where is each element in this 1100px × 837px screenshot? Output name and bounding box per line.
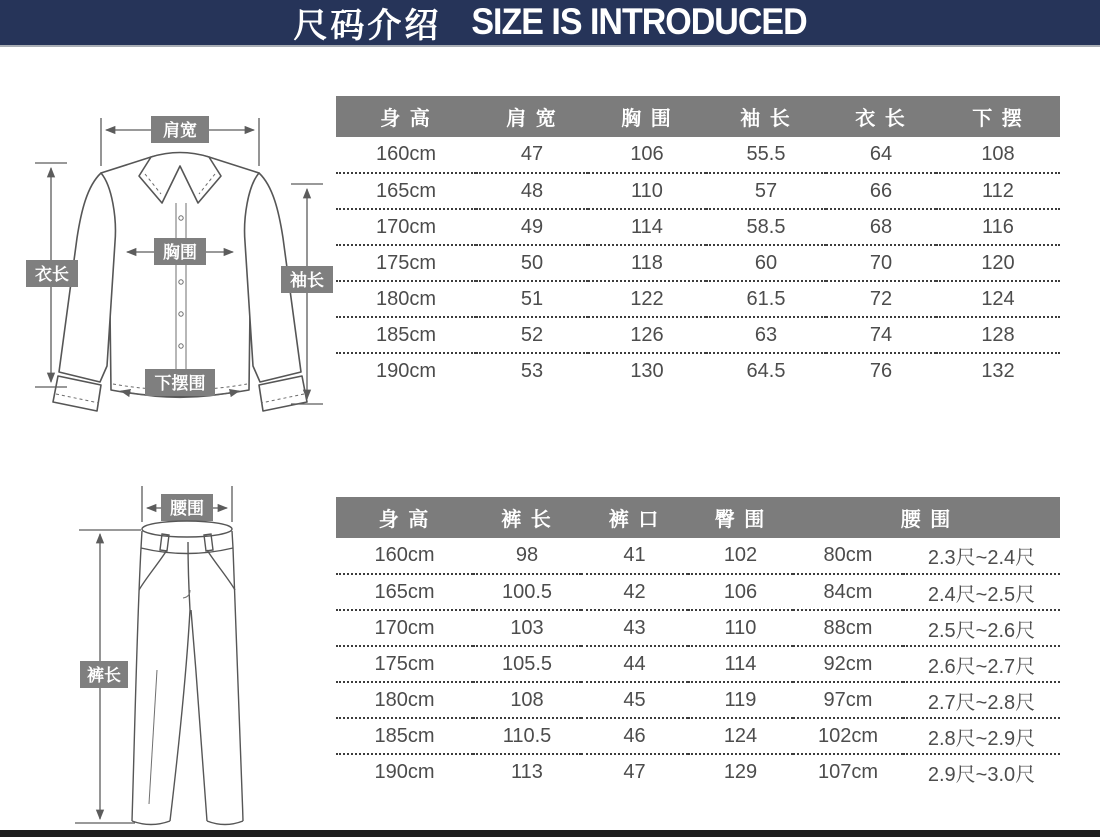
table-cell: 68: [826, 209, 936, 245]
table-cell: 57: [706, 173, 826, 209]
table-cell: 160cm: [336, 538, 473, 574]
table-cell: 114: [588, 209, 706, 245]
table-cell: 49: [476, 209, 588, 245]
table-cell: 102: [688, 538, 793, 574]
table-cell: 64.5: [746, 360, 786, 382]
table-row: [336, 754, 1060, 790]
table-cell: 72: [826, 281, 936, 317]
table-row: [336, 353, 1060, 389]
banner: [0, 0, 1100, 45]
garment-length-label: 衣长: [35, 265, 69, 284]
table-cell: 50: [476, 245, 588, 281]
shirt-line-drawing: [5, 60, 345, 420]
table-row: [336, 173, 1060, 209]
table-cell: 45: [581, 682, 688, 718]
banner-title-en: SIZE IS INTRODUCED: [471, 1, 807, 43]
column-header: 裤 口: [581, 497, 688, 538]
table-cell: 124: [688, 718, 793, 754]
bottom-divider-bar: [0, 830, 1100, 837]
table-cell: 170cm: [336, 610, 473, 646]
table-cell: 2.3尺~2.4尺: [903, 538, 1060, 574]
column-header: 身 高: [336, 497, 473, 538]
table-cell: 84cm: [793, 574, 903, 610]
left-leg-hem: [132, 821, 170, 825]
column-header: 下 摆: [936, 96, 1060, 137]
hem-label: 下摆围: [154, 374, 206, 393]
table-row: [336, 137, 1060, 173]
table-cell: 2.6尺~2.7尺: [903, 646, 1060, 682]
pants-table-header-row: [336, 497, 1060, 538]
table-row: [336, 610, 1060, 646]
table-cell: 103: [473, 610, 581, 646]
table-cell: 180cm: [336, 281, 476, 317]
banner-title-zh: 尺码介绍: [293, 7, 442, 45]
table-row: [336, 281, 1060, 317]
table-cell: 44: [581, 646, 688, 682]
table-cell: 105.5: [473, 646, 581, 682]
table-cell: 2.7尺~2.8尺: [903, 682, 1060, 718]
table-cell: 55.5: [706, 137, 826, 173]
table-cell: 114: [688, 646, 793, 682]
column-header: 臀 围: [688, 497, 793, 538]
pants-size-table: [336, 497, 1060, 790]
table-cell: 60: [706, 245, 826, 281]
column-header: 裤 长: [473, 497, 581, 538]
pants-line-drawing: [55, 472, 355, 837]
table-cell: 88cm: [793, 610, 903, 646]
table-cell: 42: [581, 574, 688, 610]
left-inseam: [170, 610, 190, 821]
table-cell: 2.8尺~2.9尺: [903, 718, 1060, 754]
table-cell: 97cm: [793, 682, 903, 718]
table-cell: 58.5: [706, 209, 826, 245]
column-header: 腰 围: [793, 497, 1060, 538]
table-cell: 76: [869, 360, 893, 382]
right-outer-seam: [233, 548, 243, 821]
table-cell: 74: [826, 317, 936, 353]
table-cell: 124: [936, 281, 1060, 317]
waist-label: 腰围: [170, 499, 204, 518]
table-cell: 52: [476, 317, 588, 353]
table-cell: 80cm: [793, 538, 903, 574]
table-cell: 180cm: [336, 682, 473, 718]
table-cell: 47: [476, 137, 588, 173]
table-cell: 64: [826, 137, 936, 173]
column-header: 肩 宽: [476, 96, 588, 137]
pants-diagram: [55, 472, 355, 837]
right-inseam: [191, 610, 207, 821]
table-cell: 108: [473, 682, 581, 718]
table-cell: 112: [936, 173, 1060, 209]
left-leg-crease: [149, 670, 157, 804]
table-row: [336, 538, 1060, 574]
table-cell: 106: [588, 137, 706, 173]
table-cell: 66: [826, 173, 936, 209]
table-cell: 41: [581, 538, 688, 574]
table-cell: 175cm: [336, 245, 476, 281]
table-row: [336, 245, 1060, 281]
table-cell: 190cm: [374, 761, 435, 783]
table-cell: 185cm: [336, 317, 476, 353]
table-cell: 2.9尺~3.0尺: [927, 764, 1036, 786]
sleeve-length-label: 袖长: [290, 271, 324, 290]
table-cell: 110: [688, 610, 793, 646]
table-cell: 70: [826, 245, 936, 281]
table-cell: 2.5尺~2.6尺: [903, 610, 1060, 646]
table-cell: 116: [936, 209, 1060, 245]
right-pocket: [207, 550, 235, 590]
table-cell: 63: [706, 317, 826, 353]
table-cell: 53: [520, 360, 544, 382]
table-row: [336, 682, 1060, 718]
table-cell: 2.4尺~2.5尺: [903, 574, 1060, 610]
pants-waist-opening: [142, 521, 232, 537]
table-cell: 190cm: [375, 360, 437, 382]
table-row: [336, 209, 1060, 245]
table-cell: 46: [581, 718, 688, 754]
table-cell: 100.5: [473, 574, 581, 610]
table-row: [336, 718, 1060, 754]
pants-waistband-bottom: [141, 548, 233, 554]
pants-length-label: 裤长: [87, 666, 121, 685]
table-row: [336, 574, 1060, 610]
table-cell: 43: [581, 610, 688, 646]
table-cell: 92cm: [793, 646, 903, 682]
table-cell: 110.5: [473, 718, 581, 754]
table-cell: 126: [588, 317, 706, 353]
table-cell: 160cm: [336, 137, 476, 173]
table-cell: 165cm: [336, 574, 473, 610]
table-cell: 132: [981, 360, 1015, 382]
table-cell: 118: [588, 245, 706, 281]
table-cell: 108: [936, 137, 1060, 173]
table-cell: 120: [936, 245, 1060, 281]
table-cell: 107cm: [817, 761, 879, 783]
pants-waistband-sides: [141, 531, 233, 548]
table-cell: 47: [623, 761, 646, 783]
chest-label: 胸围: [163, 243, 197, 262]
table-row: [336, 646, 1060, 682]
table-cell: 128: [936, 317, 1060, 353]
table-cell: 113: [511, 761, 543, 783]
table-cell: 170cm: [336, 209, 476, 245]
table-cell: 106: [688, 574, 793, 610]
table-cell: 51: [476, 281, 588, 317]
shirt-diagram: [5, 60, 345, 420]
table-cell: 175cm: [336, 646, 473, 682]
table-cell: 122: [588, 281, 706, 317]
shirt-body: [101, 153, 259, 397]
table-cell: 48: [476, 173, 588, 209]
left-pocket: [139, 550, 167, 590]
table-cell: 102cm: [793, 718, 903, 754]
column-header: 袖 长: [706, 96, 826, 137]
table-cell: 130: [630, 360, 664, 382]
column-header: 胸 围: [588, 96, 706, 137]
pants-fly: [188, 542, 190, 610]
shirt-table-header-row: [336, 96, 1060, 137]
column-header: 身 高: [336, 96, 476, 137]
table-cell: 61.5: [706, 281, 826, 317]
waist-measure: [142, 486, 232, 522]
table-row: [336, 317, 1060, 353]
table-cell: 165cm: [336, 173, 476, 209]
table-cell: 110: [588, 173, 706, 209]
table-cell: 119: [688, 682, 793, 718]
table-cell: 98: [473, 538, 581, 574]
column-header: 衣 长: [826, 96, 936, 137]
shirt-size-table: [336, 96, 1060, 389]
pants-length-measure: [75, 530, 141, 823]
table-cell: 185cm: [336, 718, 473, 754]
table-cell: 129: [723, 761, 758, 783]
banner-underline: [0, 45, 1100, 47]
shoulder-width-label: 肩宽: [163, 121, 197, 140]
right-leg-hem: [207, 821, 243, 825]
left-outer-seam: [132, 548, 141, 821]
